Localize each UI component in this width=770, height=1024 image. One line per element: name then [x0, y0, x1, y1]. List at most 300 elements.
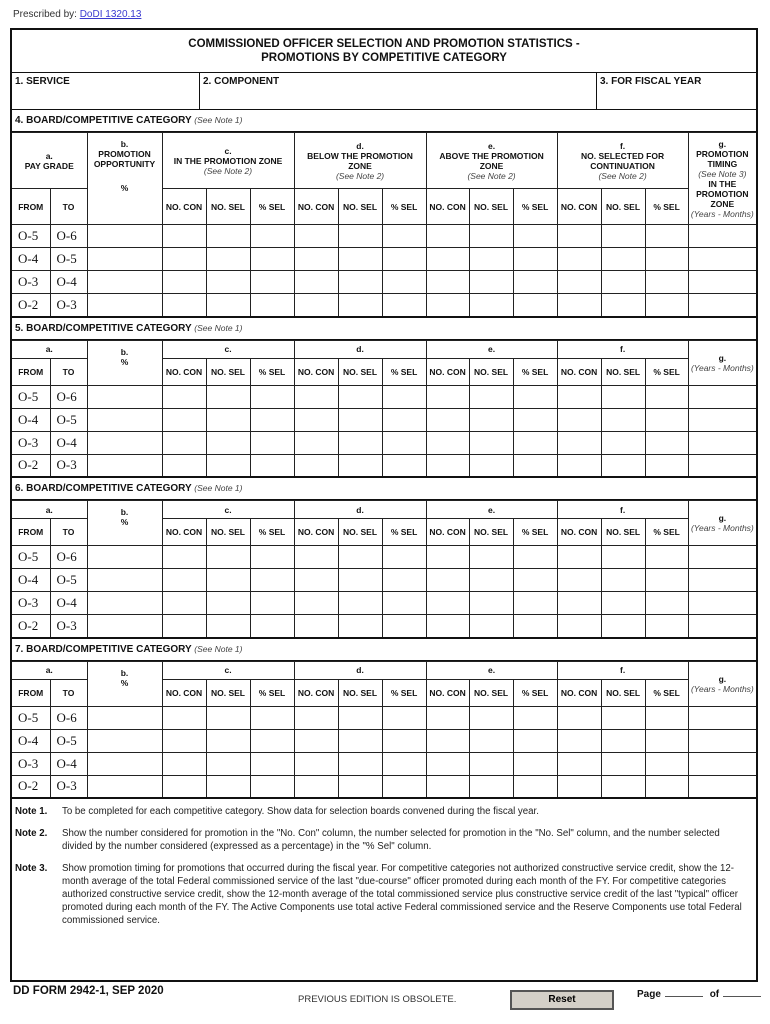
- input-cell[interactable]: [557, 271, 601, 294]
- input-cell[interactable]: [601, 569, 645, 592]
- input-cell[interactable]: [162, 248, 206, 271]
- f-no-con-header: NO. CON: [557, 358, 601, 385]
- input-cell[interactable]: [469, 454, 513, 477]
- input-cell[interactable]: [426, 431, 469, 454]
- input-cell[interactable]: [426, 294, 469, 317]
- section-title-6: 6. BOARD/COMPETITIVE CATEGORY (See Note 1): [12, 478, 756, 500]
- input-cell[interactable]: [469, 248, 513, 271]
- input-cell[interactable]: [382, 248, 426, 271]
- table-row: [12, 775, 756, 798]
- see-note-1: (See Note 1): [194, 643, 243, 654]
- input-cell[interactable]: [469, 431, 513, 454]
- input-cell[interactable]: [645, 408, 688, 431]
- input-cell[interactable]: [601, 706, 645, 729]
- c-no-con-header: NO. CON: [162, 189, 206, 225]
- input-cell[interactable]: [250, 752, 294, 775]
- input-cell[interactable]: [250, 225, 294, 248]
- to-grade: O-3: [50, 775, 87, 798]
- input-cell[interactable]: [645, 729, 688, 752]
- input-cell[interactable]: [469, 775, 513, 798]
- input-cell[interactable]: [162, 775, 206, 798]
- input-cell[interactable]: [294, 592, 338, 615]
- input-cell[interactable]: [601, 294, 645, 317]
- input-cell[interactable]: [206, 248, 250, 271]
- input-cell[interactable]: [688, 408, 756, 431]
- input-cell[interactable]: [426, 615, 469, 638]
- input-cell[interactable]: [688, 592, 756, 615]
- table-row: [12, 752, 756, 775]
- input-cell[interactable]: [426, 546, 469, 569]
- d-group-header: d.: [294, 661, 426, 679]
- input-cell[interactable]: [469, 271, 513, 294]
- input-cell[interactable]: [87, 706, 162, 729]
- input-cell[interactable]: [250, 592, 294, 615]
- f-pct-sel-header: % SEL: [645, 189, 688, 225]
- input-cell[interactable]: [294, 294, 338, 317]
- page-label: Page: [637, 989, 661, 1000]
- input-cell[interactable]: [426, 408, 469, 431]
- input-cell[interactable]: [162, 385, 206, 408]
- input-cell[interactable]: [87, 408, 162, 431]
- input-cell[interactable]: [87, 775, 162, 798]
- input-cell[interactable]: [294, 454, 338, 477]
- input-cell[interactable]: [162, 271, 206, 294]
- input-cell[interactable]: [250, 569, 294, 592]
- input-cell[interactable]: [601, 271, 645, 294]
- input-cell[interactable]: [87, 454, 162, 477]
- input-cell[interactable]: [250, 408, 294, 431]
- input-cell[interactable]: [338, 775, 382, 798]
- input-cell[interactable]: [87, 569, 162, 592]
- input-cell[interactable]: [338, 729, 382, 752]
- input-cell[interactable]: [250, 248, 294, 271]
- input-cell[interactable]: [162, 294, 206, 317]
- from-grade: O-2: [12, 775, 50, 798]
- input-cell[interactable]: [338, 615, 382, 638]
- input-cell[interactable]: [513, 225, 557, 248]
- page-number-field[interactable]: [665, 987, 703, 997]
- input-cell[interactable]: [382, 225, 426, 248]
- input-cell[interactable]: [87, 294, 162, 317]
- input-cell[interactable]: [162, 408, 206, 431]
- input-cell[interactable]: [294, 729, 338, 752]
- pay-grade-header: a.: [12, 661, 87, 679]
- component-field[interactable]: 2. COMPONENT: [200, 73, 597, 109]
- input-cell[interactable]: [688, 454, 756, 477]
- c-no-con-header: NO. CON: [162, 519, 206, 546]
- input-cell[interactable]: [557, 592, 601, 615]
- input-cell[interactable]: [645, 431, 688, 454]
- fiscal-year-field[interactable]: 3. FOR FISCAL YEAR: [600, 76, 702, 87]
- input-cell[interactable]: [87, 592, 162, 615]
- e-pct-sel-header: % SEL: [513, 189, 557, 225]
- input-cell[interactable]: [557, 706, 601, 729]
- input-cell[interactable]: [469, 592, 513, 615]
- input-cell[interactable]: [250, 546, 294, 569]
- input-cell[interactable]: [426, 248, 469, 271]
- input-cell[interactable]: [688, 706, 756, 729]
- input-cell[interactable]: [338, 294, 382, 317]
- input-cell[interactable]: [426, 385, 469, 408]
- input-cell[interactable]: [557, 248, 601, 271]
- service-field[interactable]: 1. SERVICE: [12, 73, 200, 109]
- from-grade: O-4: [12, 569, 50, 592]
- input-cell[interactable]: [513, 546, 557, 569]
- input-cell[interactable]: [87, 225, 162, 248]
- input-cell[interactable]: [338, 385, 382, 408]
- input-cell[interactable]: [382, 546, 426, 569]
- to-header: TO: [50, 679, 87, 706]
- input-cell[interactable]: [688, 752, 756, 775]
- input-cell[interactable]: [382, 569, 426, 592]
- c-pct-sel-header: % SEL: [250, 189, 294, 225]
- table-row: [12, 592, 756, 615]
- see-note-1: (See Note 1): [194, 322, 243, 333]
- input-cell[interactable]: [338, 271, 382, 294]
- input-cell[interactable]: [294, 615, 338, 638]
- input-cell[interactable]: [513, 752, 557, 775]
- input-cell[interactable]: [250, 775, 294, 798]
- input-cell[interactable]: [645, 615, 688, 638]
- input-cell[interactable]: [513, 729, 557, 752]
- input-cell[interactable]: [250, 454, 294, 477]
- input-cell[interactable]: [206, 706, 250, 729]
- input-cell[interactable]: [426, 569, 469, 592]
- input-cell[interactable]: [469, 546, 513, 569]
- input-cell[interactable]: [645, 569, 688, 592]
- from-header: FROM: [12, 189, 50, 225]
- input-cell[interactable]: [426, 775, 469, 798]
- input-cell[interactable]: [87, 729, 162, 752]
- e-group-header: e.: [426, 340, 557, 358]
- input-cell[interactable]: [601, 592, 645, 615]
- input-cell[interactable]: [513, 385, 557, 408]
- input-cell[interactable]: [469, 752, 513, 775]
- input-cell[interactable]: [294, 752, 338, 775]
- to-grade: O-3: [50, 294, 87, 317]
- to-grade: O-5: [50, 408, 87, 431]
- input-cell[interactable]: [206, 408, 250, 431]
- from-header: FROM: [12, 679, 50, 706]
- input-cell[interactable]: [557, 729, 601, 752]
- input-cell[interactable]: [338, 752, 382, 775]
- input-cell[interactable]: [250, 385, 294, 408]
- input-cell[interactable]: [382, 592, 426, 615]
- input-cell[interactable]: [338, 569, 382, 592]
- input-cell[interactable]: [557, 775, 601, 798]
- input-cell[interactable]: [645, 271, 688, 294]
- from-grade: O-5: [12, 546, 50, 569]
- input-cell[interactable]: [338, 225, 382, 248]
- input-cell[interactable]: [206, 271, 250, 294]
- from-grade: O-4: [12, 408, 50, 431]
- input-cell[interactable]: [513, 294, 557, 317]
- input-cell[interactable]: [87, 752, 162, 775]
- input-cell[interactable]: [557, 615, 601, 638]
- form-title: [12, 30, 756, 73]
- input-cell[interactable]: [382, 615, 426, 638]
- input-cell[interactable]: [206, 752, 250, 775]
- input-cell[interactable]: [162, 615, 206, 638]
- input-cell[interactable]: [469, 615, 513, 638]
- input-cell[interactable]: [382, 454, 426, 477]
- input-cell[interactable]: [601, 729, 645, 752]
- input-cell[interactable]: [206, 385, 250, 408]
- input-cell[interactable]: [87, 248, 162, 271]
- input-cell[interactable]: [294, 271, 338, 294]
- input-cell[interactable]: [645, 775, 688, 798]
- input-cell[interactable]: [557, 431, 601, 454]
- input-cell[interactable]: [601, 408, 645, 431]
- to-grade: O-5: [50, 729, 87, 752]
- input-cell[interactable]: [645, 454, 688, 477]
- input-cell[interactable]: [513, 615, 557, 638]
- input-cell[interactable]: [162, 752, 206, 775]
- input-cell[interactable]: [688, 569, 756, 592]
- input-cell[interactable]: [382, 729, 426, 752]
- input-cell[interactable]: [645, 248, 688, 271]
- input-cell[interactable]: [645, 752, 688, 775]
- input-cell[interactable]: [513, 706, 557, 729]
- input-cell[interactable]: [469, 294, 513, 317]
- input-cell[interactable]: [206, 454, 250, 477]
- f-group-header: f.: [557, 340, 688, 358]
- table-row: [12, 408, 756, 431]
- page-counter: [637, 987, 765, 1000]
- input-cell[interactable]: [513, 592, 557, 615]
- input-cell[interactable]: [557, 454, 601, 477]
- input-cell[interactable]: [426, 592, 469, 615]
- f-no-sel-header: NO. SEL: [601, 189, 645, 225]
- input-cell[interactable]: [426, 225, 469, 248]
- f-group-header: f.: [557, 501, 688, 519]
- input-cell[interactable]: [250, 431, 294, 454]
- input-cell[interactable]: [250, 706, 294, 729]
- input-cell[interactable]: [250, 294, 294, 317]
- input-cell[interactable]: [294, 248, 338, 271]
- input-cell[interactable]: [206, 592, 250, 615]
- input-cell[interactable]: [338, 546, 382, 569]
- input-cell[interactable]: [645, 225, 688, 248]
- input-cell[interactable]: [513, 431, 557, 454]
- promotion-timing-header: g. (Years - Months): [688, 661, 756, 706]
- input-cell[interactable]: [688, 615, 756, 638]
- e-pct-sel-header: % SEL: [513, 519, 557, 546]
- input-cell[interactable]: [557, 752, 601, 775]
- input-cell[interactable]: [294, 431, 338, 454]
- input-cell[interactable]: [162, 225, 206, 248]
- input-cell[interactable]: [601, 431, 645, 454]
- table-row: [12, 546, 756, 569]
- pay-grade-header: a.: [12, 501, 87, 519]
- input-cell[interactable]: [206, 729, 250, 752]
- input-cell[interactable]: [688, 294, 756, 317]
- from-grade: O-3: [12, 592, 50, 615]
- input-cell[interactable]: [294, 225, 338, 248]
- input-cell[interactable]: [426, 706, 469, 729]
- input-cell[interactable]: [206, 546, 250, 569]
- input-cell[interactable]: [601, 546, 645, 569]
- input-cell[interactable]: [601, 775, 645, 798]
- input-cell[interactable]: [162, 546, 206, 569]
- title-line-2: PROMOTIONS BY COMPETITIVE CATEGORY: [261, 52, 507, 64]
- input-cell[interactable]: [162, 454, 206, 477]
- input-cell[interactable]: [513, 248, 557, 271]
- c-no-con-header: NO. CON: [162, 358, 206, 385]
- input-cell[interactable]: [601, 248, 645, 271]
- input-cell[interactable]: [382, 706, 426, 729]
- input-cell[interactable]: [338, 592, 382, 615]
- input-cell[interactable]: [688, 271, 756, 294]
- input-cell[interactable]: [601, 225, 645, 248]
- to-grade: O-5: [50, 569, 87, 592]
- c-pct-sel-header: % SEL: [250, 358, 294, 385]
- section-title-4: 4. BOARD/COMPETITIVE CATEGORY (See Note 1): [12, 110, 756, 132]
- input-cell[interactable]: [87, 431, 162, 454]
- title-line-1: COMMISSIONED OFFICER SELECTION AND PROMOTION STATISTICS -: [188, 38, 580, 50]
- input-cell[interactable]: [162, 729, 206, 752]
- input-cell[interactable]: [645, 592, 688, 615]
- input-cell[interactable]: [469, 225, 513, 248]
- from-grade: O-3: [12, 271, 50, 294]
- input-cell[interactable]: [87, 385, 162, 408]
- c-group-header: c.: [162, 340, 294, 358]
- input-cell[interactable]: [87, 546, 162, 569]
- input-cell[interactable]: [469, 729, 513, 752]
- table-row: [12, 271, 756, 294]
- input-cell[interactable]: [426, 454, 469, 477]
- input-cell[interactable]: [294, 408, 338, 431]
- input-cell[interactable]: [426, 271, 469, 294]
- promotion-timing-header: g. (Years - Months): [688, 340, 756, 385]
- d-no-sel-header: NO. SEL: [338, 679, 382, 706]
- input-cell[interactable]: [688, 225, 756, 248]
- input-cell[interactable]: [513, 775, 557, 798]
- prescribed-label: Prescribed by:: [13, 9, 77, 20]
- input-cell[interactable]: [382, 294, 426, 317]
- d-no-sel-header: NO. SEL: [338, 519, 382, 546]
- f-no-con-header: NO. CON: [557, 679, 601, 706]
- input-cell[interactable]: [294, 546, 338, 569]
- c-group-header: c.: [162, 501, 294, 519]
- stats-table-5: [12, 340, 756, 479]
- input-cell[interactable]: [338, 408, 382, 431]
- input-cell[interactable]: [513, 408, 557, 431]
- input-cell[interactable]: [601, 454, 645, 477]
- input-cell[interactable]: [513, 271, 557, 294]
- to-header: TO: [50, 189, 87, 225]
- input-cell[interactable]: [688, 729, 756, 752]
- input-cell[interactable]: [557, 294, 601, 317]
- page-total-field[interactable]: [723, 987, 761, 997]
- input-cell[interactable]: [557, 569, 601, 592]
- table-row: [12, 248, 756, 271]
- d-no-con-header: NO. CON: [294, 189, 338, 225]
- input-cell[interactable]: [469, 569, 513, 592]
- see-note-1: (See Note 1): [194, 115, 243, 125]
- input-cell[interactable]: [601, 615, 645, 638]
- input-cell[interactable]: [162, 569, 206, 592]
- reset-button[interactable]: Reset: [510, 990, 614, 1010]
- input-cell[interactable]: [206, 294, 250, 317]
- input-cell[interactable]: [206, 615, 250, 638]
- to-header: TO: [50, 519, 87, 546]
- c-no-sel-header: NO. SEL: [206, 679, 250, 706]
- input-cell[interactable]: [645, 294, 688, 317]
- input-cell[interactable]: [294, 775, 338, 798]
- c-no-sel-header: NO. SEL: [206, 519, 250, 546]
- section-title-7: 7. BOARD/COMPETITIVE CATEGORY (See Note 1): [12, 639, 756, 661]
- input-cell[interactable]: [557, 546, 601, 569]
- input-cell[interactable]: [338, 248, 382, 271]
- input-cell[interactable]: [294, 385, 338, 408]
- input-cell[interactable]: [469, 408, 513, 431]
- input-cell[interactable]: [645, 546, 688, 569]
- input-cell[interactable]: [162, 431, 206, 454]
- input-cell[interactable]: [162, 706, 206, 729]
- input-cell[interactable]: [601, 752, 645, 775]
- from-grade: O-5: [12, 706, 50, 729]
- input-cell[interactable]: [206, 775, 250, 798]
- input-cell[interactable]: [688, 546, 756, 569]
- table-row: [12, 706, 756, 729]
- from-grade: O-3: [12, 431, 50, 454]
- input-cell[interactable]: [469, 385, 513, 408]
- input-cell[interactable]: [513, 454, 557, 477]
- input-cell[interactable]: [206, 431, 250, 454]
- input-cell[interactable]: [382, 408, 426, 431]
- input-cell[interactable]: [645, 706, 688, 729]
- input-cell[interactable]: [382, 385, 426, 408]
- input-cell[interactable]: [338, 706, 382, 729]
- input-cell[interactable]: [206, 225, 250, 248]
- input-cell[interactable]: [206, 569, 250, 592]
- input-cell[interactable]: [87, 271, 162, 294]
- input-cell[interactable]: [513, 569, 557, 592]
- input-cell[interactable]: [338, 431, 382, 454]
- f-group-header: f.: [557, 661, 688, 679]
- input-cell[interactable]: [557, 385, 601, 408]
- table-row: [12, 569, 756, 592]
- input-cell[interactable]: [250, 729, 294, 752]
- dodi-link[interactable]: DoDI 1320.13: [79, 9, 142, 20]
- input-cell[interactable]: [645, 385, 688, 408]
- input-cell[interactable]: [382, 752, 426, 775]
- input-cell[interactable]: [294, 706, 338, 729]
- input-cell[interactable]: [557, 225, 601, 248]
- input-cell[interactable]: [162, 592, 206, 615]
- input-cell[interactable]: [294, 569, 338, 592]
- e-no-con-header: NO. CON: [426, 679, 469, 706]
- input-cell[interactable]: [426, 752, 469, 775]
- input-cell[interactable]: [87, 615, 162, 638]
- input-cell[interactable]: [338, 454, 382, 477]
- input-cell[interactable]: [426, 729, 469, 752]
- input-cell[interactable]: [688, 431, 756, 454]
- input-cell[interactable]: [382, 271, 426, 294]
- input-cell[interactable]: [250, 615, 294, 638]
- input-cell[interactable]: [688, 248, 756, 271]
- input-cell[interactable]: [382, 431, 426, 454]
- input-cell[interactable]: [688, 775, 756, 798]
- input-cell[interactable]: [688, 385, 756, 408]
- input-cell[interactable]: [469, 706, 513, 729]
- input-cell[interactable]: [557, 408, 601, 431]
- input-cell[interactable]: [382, 775, 426, 798]
- input-cell[interactable]: [601, 385, 645, 408]
- e-no-con-header: NO. CON: [426, 358, 469, 385]
- input-cell[interactable]: [250, 271, 294, 294]
